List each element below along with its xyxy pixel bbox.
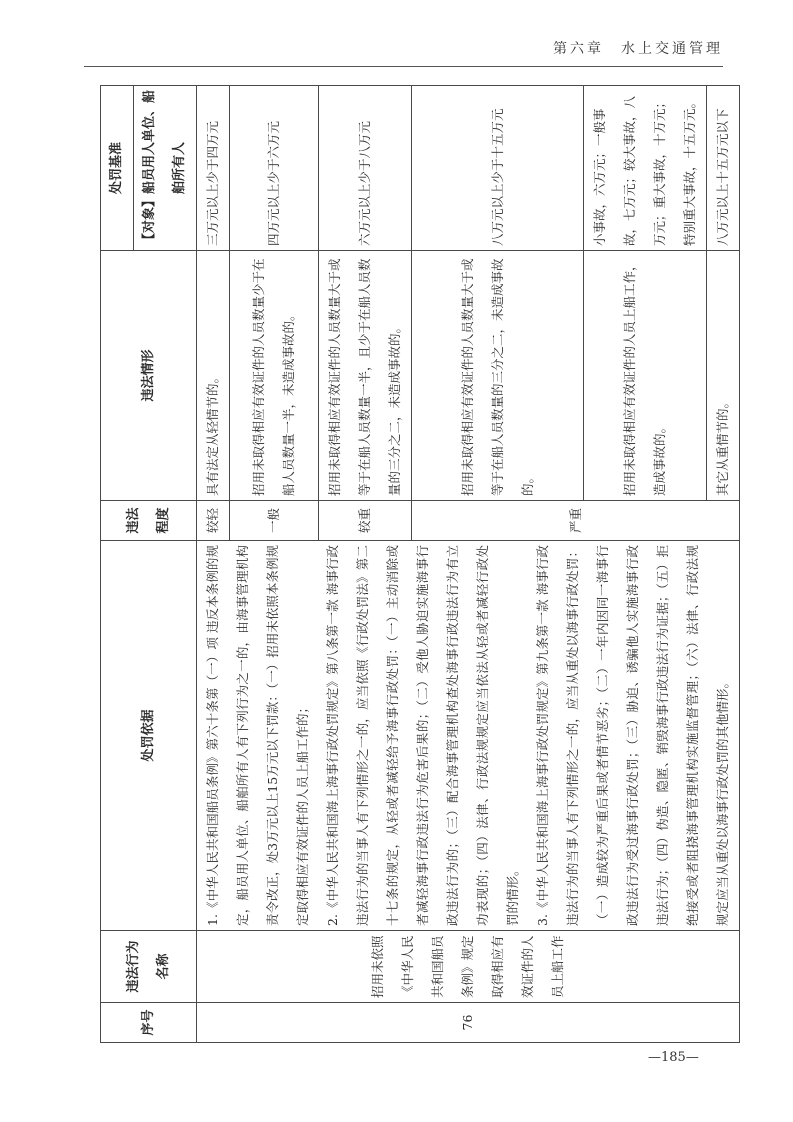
situation-cell: 招用未取得相应有效证件的人员上船工作，造成事故的。 [584,251,707,501]
basis-paragraph-1: 1.《中华人民共和国船员条例》第六十条第（一）项 违反本条例的规定，船员用人单位、船舶所有人有下列行为之一的，由海事管理机构责令改正，处3万元以上15万元以下罚款：（一）招用未依照本条例规定取得相应有效证件的人员上船工作的； [205,545,310,926]
table-row [197,86,230,1043]
penalty-cell: 四万元以上少于六万元 [230,86,319,251]
col-basis-header: 处罚依据 [101,541,197,931]
situation-cell: 招用未取得相应有效证件的人员数量少于在船人员数量一半，未造成事故的。 [230,251,319,501]
penalty-cell: 三万元以上少于四万元 [197,86,230,251]
basis-paragraph-3: 3.《中华人民共和国海上海事行政处罚规定》第九条第一款 海事行政违法行为的当事人有下列情形之一的，应当从重处以海事行政处罚：（一）造成较为严重后果或者情节恶劣；（二）一年内因同一海事行政违法行为受过海事行政处罚；（三）胁迫、诱骗他人实施海事行政违法行为；（四）伪造、隐匿、销毁海事行政违法行为证据；（五）拒绝接受或者阻挠海事管理机构实施监督管理；（六）法律、行政法规规定应当从重处以海事行政处罚的其他情形。 [535,545,730,926]
col-penalty-header: 处罚基准 [101,86,134,251]
situation-cell: 招用未取得相应有效证件的人员数量大于或等于在船人员数量一半，且少于在船人员数量的三分之二，未造成事故的。 [319,251,412,501]
degree-cell: 一般 [230,501,319,541]
penalty-cell: 八万元以上少于十五万元 [412,86,584,251]
penalty-cell: 小事故，六万元；一般事故，七万元；较大事故，八万元；重大事故，十万元；特别重大事故，十五万元。 [584,86,707,251]
row-seq: 76 [197,1003,740,1043]
col-name-header: 违法行为名称 [101,931,197,1003]
chapter-header: 第六章 水上交通管理 [553,41,723,57]
degree-cell: 较重 [319,501,412,541]
situation-cell: 招用未取得相应有效证件的人员数量大于或等于在船人员数量的三分之二，未造成事故的。 [412,251,584,501]
col-degree-header: 违法程度 [101,501,197,541]
penalty-table-rotated [100,86,730,1043]
basis-paragraph-2: 2.《中华人民共和国海上海事行政处罚规定》第八条第一款 海事行政违法行为的当事人有下列情形之一的，应当依照《行政处罚法》第二十七条的规定，从轻或者减轻给予海事行政处罚：（一）主动消除或者减轻海事行政违法行为危害后果的；（二）受他人胁迫实施海事行政违法行为的；（三）配合海事管理机构查处海事行政违法行为有立功表现的；（四）法律、行政法规规定应当依法从轻或者减轻行政处罚的情形。 [325,545,520,926]
degree-cell: 严重 [412,501,740,541]
page-number: —185— [648,1050,699,1065]
col-seq-header: 序号 [101,1003,197,1043]
penalty-table [100,85,740,1043]
row-violation-name: 招用未依照《中华人民共和国船员条例》规定取得相应有效证件的人员上船工作 [197,931,740,1003]
penalty-cell: 六万元以上少于八万元 [319,86,412,251]
degree-cell: 较轻 [197,501,230,541]
situation-cell: 其它从重情节的。 [707,251,740,501]
penalty-cell: 八万元以上十五万元以下 [707,86,740,251]
table-header-row [101,86,134,1043]
penalty-target-subheader: 【对象】船员用人单位、船舶所有人 [134,86,197,251]
col-situation-header: 违法情形 [101,251,197,501]
situation-cell: 具有法定从轻情节的。 [197,251,230,501]
row-basis [197,541,740,931]
header-rule [84,66,723,67]
